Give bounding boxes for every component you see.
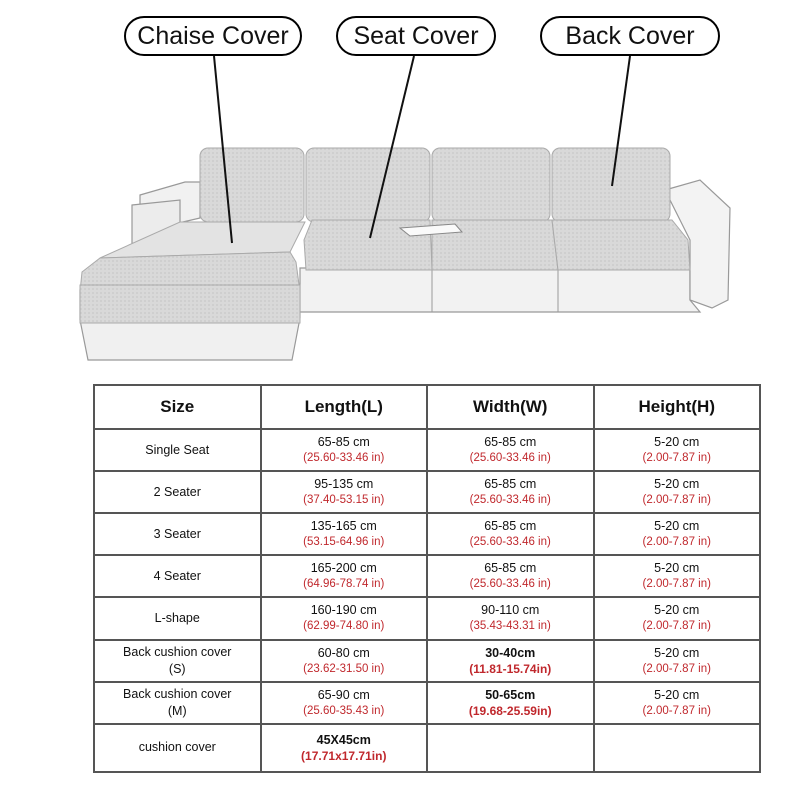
width-cell xyxy=(427,640,594,682)
length-cell xyxy=(261,724,428,772)
row-label xyxy=(94,724,261,772)
width-cell xyxy=(427,724,594,772)
width-inch: (25.60-33.46 in) xyxy=(469,578,551,591)
width-cm: 90-110 cm xyxy=(481,603,540,618)
height-cell xyxy=(594,597,761,639)
length-inch: (53.15-64.96 in) xyxy=(303,536,385,549)
length-cm: 95-135 cm xyxy=(314,477,374,492)
back-cover-callout: Back Cover xyxy=(540,16,720,56)
length-inch: (37.40-53.15 in) xyxy=(303,494,385,507)
row-label xyxy=(94,682,261,724)
row-label xyxy=(94,555,261,597)
table-row xyxy=(94,640,760,682)
height-cell xyxy=(594,513,761,555)
width-inch: (25.60-33.46 in) xyxy=(469,536,551,549)
length-cell xyxy=(261,513,428,555)
length-cm: 65-85 cm xyxy=(317,435,370,450)
length-cm: 45X45cm xyxy=(316,732,371,747)
width-inch: (11.81-15.74in) xyxy=(469,661,552,676)
height-cm: 5-20 cm xyxy=(654,435,700,450)
back-cushion-4 xyxy=(552,148,670,222)
width-cell xyxy=(427,555,594,597)
header-height: Height(H) xyxy=(594,385,761,429)
height-cell xyxy=(594,555,761,597)
row-label xyxy=(94,597,261,639)
table-body xyxy=(94,429,760,772)
row-label xyxy=(94,471,261,513)
width-inch: (19.68-25.59in) xyxy=(468,703,552,718)
header-size: Size xyxy=(94,385,261,429)
height-inch: (2.00-7.87 in) xyxy=(642,578,711,591)
seat-cushion-3 xyxy=(552,220,690,270)
table-row xyxy=(94,597,760,639)
width-inch: (25.60-33.46 in) xyxy=(469,452,551,465)
width-cm: 30-40cm xyxy=(485,645,536,660)
width-cm: 65-85 cm xyxy=(484,519,537,534)
length-inch: (62.99-74.80 in) xyxy=(303,620,385,633)
width-inch: (35.43-43.31 in) xyxy=(469,620,551,633)
size-table xyxy=(93,384,761,773)
length-cell xyxy=(261,597,428,639)
length-inch: (23.62-31.50 in) xyxy=(303,662,385,675)
table-row xyxy=(94,724,760,772)
height-inch: (2.00-7.87 in) xyxy=(642,452,711,465)
height-cm: 5-20 cm xyxy=(654,603,700,618)
sofa-drawing xyxy=(0,0,800,375)
width-cell xyxy=(427,597,594,639)
table-row xyxy=(94,429,760,471)
height-cell xyxy=(594,640,761,682)
height-cm: 5-20 cm xyxy=(654,519,700,534)
table-row xyxy=(94,682,760,724)
length-cell xyxy=(261,429,428,471)
table-header-row xyxy=(94,385,760,429)
length-cell xyxy=(261,555,428,597)
row-label-text: (S) xyxy=(168,661,186,676)
row-label-text: L-shape xyxy=(154,610,200,625)
height-inch: (2.00-7.87 in) xyxy=(642,494,711,507)
row-label-text: cushion cover xyxy=(138,740,216,755)
table-row xyxy=(94,513,760,555)
height-inch: (2.00-7.87 in) xyxy=(642,536,711,549)
length-cm: 165-200 cm xyxy=(310,561,377,576)
length-inch: (64.96-78.74 in) xyxy=(303,578,385,591)
header-width: Width(W) xyxy=(427,385,594,429)
header-length: Length(L) xyxy=(261,385,428,429)
length-cell xyxy=(261,471,428,513)
height-inch: (2.00-7.87 in) xyxy=(642,662,711,675)
width-cell xyxy=(427,682,594,724)
width-cell xyxy=(427,471,594,513)
height-inch: (2.00-7.87 in) xyxy=(642,620,711,633)
height-inch: (2.00-7.87 in) xyxy=(642,704,711,717)
sofa-illustration xyxy=(0,0,800,375)
length-cell xyxy=(261,682,428,724)
chaise-cover-callout: Chaise Cover xyxy=(124,16,302,56)
row-label-text: (M) xyxy=(167,703,187,718)
height-cm: 5-20 cm xyxy=(654,477,700,492)
width-cell xyxy=(427,429,594,471)
height-cell xyxy=(594,471,761,513)
height-cm: 5-20 cm xyxy=(654,687,700,702)
table-row xyxy=(94,555,760,597)
height-cell xyxy=(594,429,761,471)
length-inch: (25.60-35.43 in) xyxy=(303,704,385,717)
seat-cover-callout: Seat Cover xyxy=(336,16,496,56)
row-label-text: 3 Seater xyxy=(153,526,201,541)
length-cell xyxy=(261,640,428,682)
back-cushion-1 xyxy=(200,148,304,222)
height-cell xyxy=(594,682,761,724)
width-cm: 65-85 cm xyxy=(484,561,537,576)
row-label-text: 2 Seater xyxy=(153,484,201,499)
length-cm: 60-80 cm xyxy=(317,645,370,660)
width-cm: 65-85 cm xyxy=(484,435,537,450)
width-cm: 65-85 cm xyxy=(484,477,537,492)
length-cm: 160-190 cm xyxy=(310,603,377,618)
height-cell xyxy=(594,724,761,772)
height-cm: 5-20 cm xyxy=(654,645,700,660)
length-cm: 135-165 cm xyxy=(310,519,377,534)
length-cm: 65-90 cm xyxy=(317,687,370,702)
row-label-text: Back cushion cover xyxy=(123,644,232,659)
row-label-text: Single Seat xyxy=(145,442,210,457)
back-cushion-2 xyxy=(306,148,430,222)
back-cushion-3 xyxy=(432,148,550,222)
width-inch: (25.60-33.46 in) xyxy=(469,494,551,507)
length-inch: (17.71x17.71in) xyxy=(301,748,387,763)
length-inch: (25.60-33.46 in) xyxy=(303,452,385,465)
width-cell xyxy=(427,513,594,555)
height-cm: 5-20 cm xyxy=(654,561,700,576)
row-label xyxy=(94,513,261,555)
row-label xyxy=(94,429,261,471)
row-label xyxy=(94,640,261,682)
row-label-text: Back cushion cover xyxy=(123,686,232,701)
table-row xyxy=(94,471,760,513)
width-cm: 50-65cm xyxy=(485,687,536,702)
row-label-text: 4 Seater xyxy=(153,568,201,583)
